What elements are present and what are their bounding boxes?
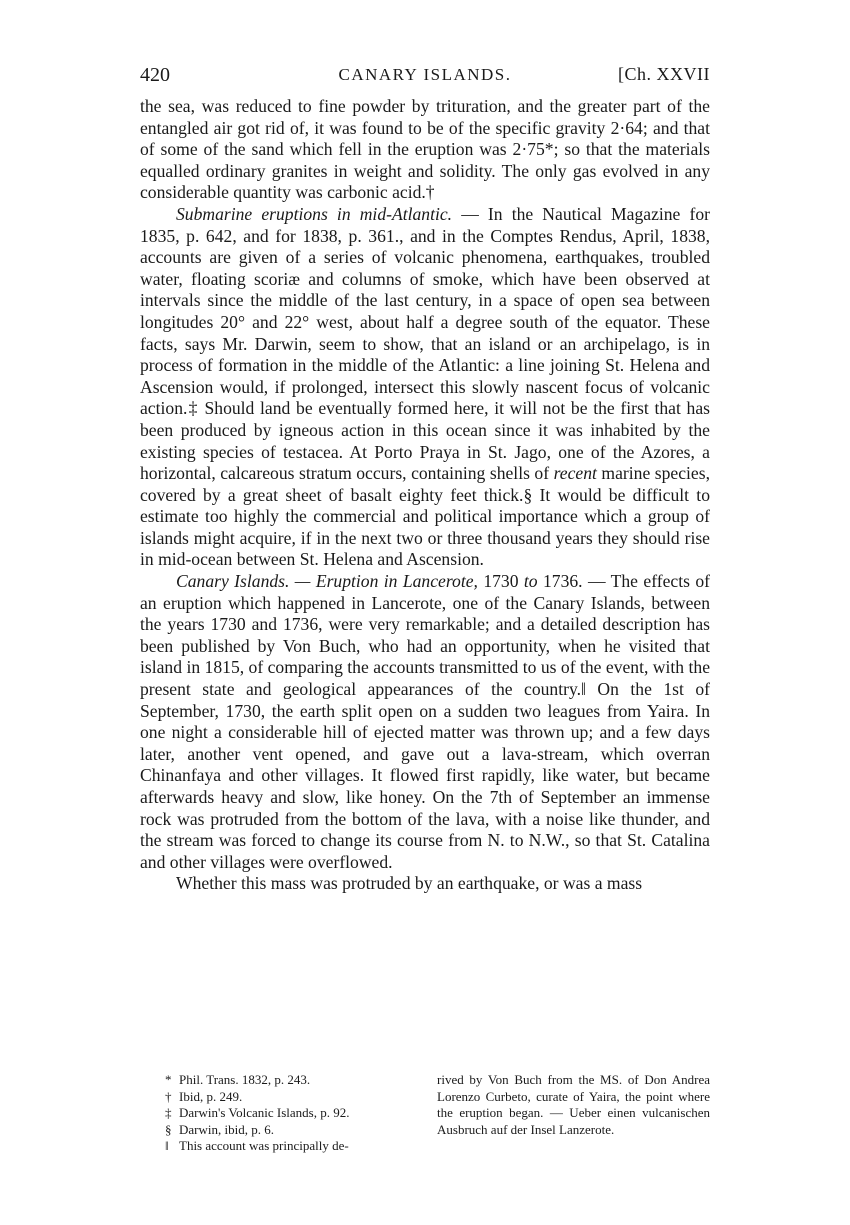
paragraph-text: — In the Nautical Magazine for 1835, p. 642, and for 1838, p. 361., and in the Comptes Rendus, April, 1838, accounts are given of a series of volcanic phenomena, earthquakes, troubled water, floating scoriæ and columns of smoke, which have been observed at intervals since the middle of the last century, in a space of open sea between longitudes 20° and 22° west, about half a degree south of the equator. These facts, says Mr. Darwin, seem to show, that an island or an archipelago, is in process of formation in the middle of the Atlantic: a line joining St. Helena and Ascension would, if prolonged, intersect this slowly nascent focus of volcanic action.‡ Should land be eventually formed here, it will not be the first that has been produced by igneous action in this ocean since it was inhabited by the existing species of testacea. At Porto Praya in St. Jago, one of the Azores, a horizontal, calcareous stratum occurs, containing shells of xyxy=(140,203,710,484)
footnote-text: Darwin's Volcanic Islands, p. 92. xyxy=(179,1105,350,1120)
section-heading-canary: Canary Islands. — Eruption in Lancerote, xyxy=(176,571,478,592)
running-title: CANARY ISLANDS. xyxy=(338,65,512,84)
footnote-mark: * xyxy=(165,1072,172,1087)
heading-year-start: 1730 xyxy=(477,571,524,592)
paragraph-canary-islands xyxy=(140,571,710,873)
running-header xyxy=(140,64,710,92)
footnote-text: Ibid, p. 249. xyxy=(179,1088,243,1104)
footnote xyxy=(165,1072,420,1089)
footnote-text: Phil. Trans. 1832, p. 243. xyxy=(179,1072,311,1087)
body-text xyxy=(140,96,710,895)
paragraph-whether: Whether this mass was protruded by an earthquake, or was a mass xyxy=(176,873,643,894)
footnotes-left-column xyxy=(165,1072,420,1155)
footnote-mark: † xyxy=(165,1088,172,1104)
chapter-label: [Ch. XXVII xyxy=(618,64,710,84)
footnote xyxy=(165,1105,420,1122)
footnote xyxy=(165,1122,420,1139)
section-heading-submarine: Submarine eruptions in mid-Atlantic. xyxy=(176,203,453,224)
footnote-mark: § xyxy=(165,1121,172,1137)
footnote-text: Darwin, ibid, p. 6. xyxy=(179,1121,274,1137)
page-number: 420 xyxy=(140,64,170,86)
footnote-continuation: rived by Von Buch from the MS. of Don Andrea Lorenzo Curbeto, curate of Yaira, the point where the eruption began. — Ueber einen vulcanischen Ausbruch auf der Insel Lanzerote. xyxy=(437,1072,710,1137)
footnote-mark: ‡ xyxy=(165,1105,172,1120)
paragraph-submarine-eruptions xyxy=(140,204,710,571)
footnote xyxy=(165,1089,420,1106)
footnote-mark: ‖ xyxy=(165,1138,169,1153)
heading-year-end: 1736. xyxy=(537,571,583,592)
emphasis-recent: recent xyxy=(553,463,597,484)
paragraph-continuation: the sea, was reduced to fine powder by trituration, and the greater part of the entangled air got rid of, it was found to be of the specific gravity 2·64; and that of some of the sand which fell in the eruption was 2·75*; so that the materials equalled ordinary granites in weight and solidity. The only gas evolved in any considerable quantity was carbonic acid.† xyxy=(140,96,710,203)
heading-to: to xyxy=(523,571,538,592)
footnote xyxy=(165,1138,420,1155)
footnote-text: This account was principally de- xyxy=(179,1138,349,1153)
paragraph-text: — The effects of an eruption which happened in Lancerote, one of the Canary Islands, between the years 1730 and 1736, were very remarkable; and a detailed description has been published by Von Buch, who had an opportunity, when he visited that island in 1815, of comparing the accounts transmitted to us of the event, with the present state and geological appearances of the country.‖ On the 1st of September, 1730, the earth split open on a sudden two leagues from Yaira. In one night a considerable hill of ejected matter was thrown up; and a few days later, another vent opened, and gave out a lava-stream, which overran Chinanfaya and other villages. It flowed first rapidly, like water, but became afterwards heavy and slow, like honey. On the 7th of September an immense rock was protruded from the bottom of the lava, with a noise like thunder, and the stream was forced to change its course from N. to N.W., so that St. Catalina and other villages were overflowed. xyxy=(140,571,710,872)
paragraph-text: marine species, covered by a great sheet of basalt eighty feet thick.§ It would be difficult to estimate too highly the commercial and political importance which a group of islands might acquire, if in the next two or three thousand years they should rise in mid-ocean between St. Helena and Ascension. xyxy=(140,463,710,570)
